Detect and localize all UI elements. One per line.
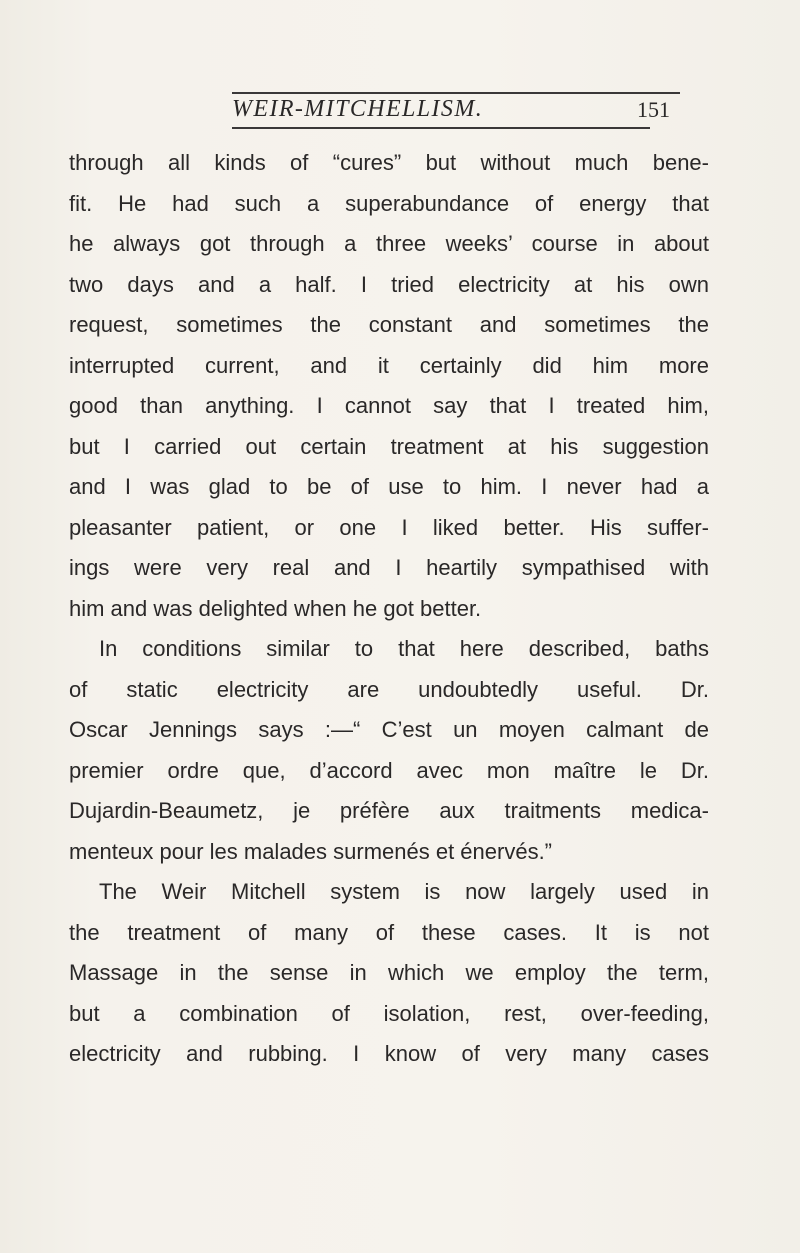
header-rule (232, 92, 680, 94)
text-line: interrupted current, and it certainly did him more (69, 352, 709, 378)
text-line: through all kinds of “cures” but without much bene- (69, 150, 709, 175)
header-underline (232, 127, 650, 129)
text-line: ings were very real and I heartily sympathised with (69, 555, 709, 580)
text-line: Massage in the sense in which we employ the term, (69, 960, 709, 985)
paragraph-start-line: In conditions similar to that here described, baths (99, 636, 709, 661)
text-line: and I was glad to be of use to him. I never had a (69, 474, 709, 499)
text-line: premier ordre que, d’accord avec mon maître le Dr. (69, 757, 709, 783)
text-line: of static electricity are undoubtedly useful. Dr. (69, 676, 709, 702)
text-line: pleasanter patient, or one I liked better. His suffer- (69, 514, 709, 540)
text-line: two days and a half. I tried electricity at his own (69, 271, 709, 297)
text-line: request, sometimes the constant and sometimes the (69, 312, 709, 337)
text-line: he always got through a three weeks’ course in about (69, 231, 709, 256)
paragraph-start-line: The Weir Mitchell system is now largely used in (99, 879, 709, 904)
text-line: electricity and rubbing. I know of very many cases (69, 1041, 709, 1066)
text-line: Oscar Jennings says :—“ C’est un moyen calmant de (69, 717, 709, 742)
text-line: but a combination of isolation, rest, over-feeding, (69, 1000, 709, 1026)
text-line: the treatment of many of these cases. It is not (69, 919, 709, 945)
page-number: 151 (637, 97, 670, 122)
text-line: fit. He had such a superabundance of energy that (69, 190, 709, 216)
running-head: WEIR-MITCHELLISM. (232, 96, 484, 122)
text-line: good than anything. I cannot say that I treated him, (69, 393, 709, 418)
text-line: but I carried out certain treatment at his suggestion (69, 433, 709, 459)
text-line: him and was delighted when he got better. (69, 595, 482, 621)
body-text (69, 143, 709, 1075)
text-line: Dujardin-Beaumetz, je préfère aux traitments medica- (69, 798, 709, 823)
text-line: menteux pour les malades surmenés et énervés.” (69, 838, 553, 864)
